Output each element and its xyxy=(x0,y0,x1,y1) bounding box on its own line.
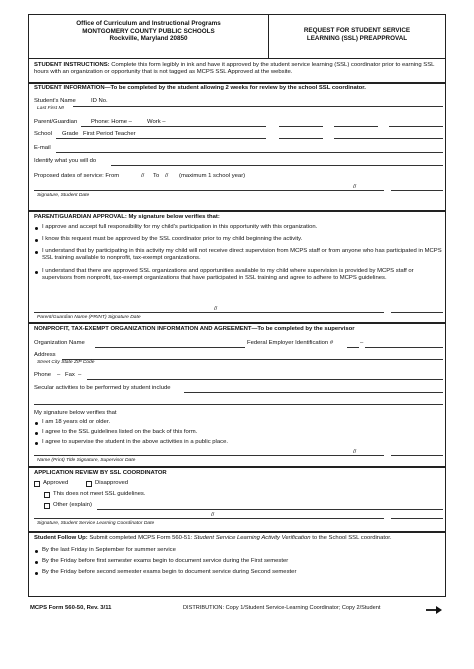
follow-up-item-3: By the Friday before second semester exams begin to document service during Second semester xyxy=(42,569,297,575)
parent-name-field[interactable] xyxy=(81,126,266,127)
email-label: E-mail xyxy=(34,145,51,151)
divider xyxy=(29,531,445,533)
follow-up-item-2: By the Friday before first semester exams begin to document service during the First semester xyxy=(42,558,289,564)
org-name-field[interactable] xyxy=(95,347,245,348)
dates-max-label: (maximum 1 school year) xyxy=(179,173,246,179)
title-line-1: REQUEST FOR STUDENT SERVICE xyxy=(303,27,411,34)
address-sublabel: Street City State ZIP Code xyxy=(37,360,95,365)
bullet-icon xyxy=(35,561,38,564)
disapproved-checkbox[interactable] xyxy=(86,481,92,487)
bullet-icon xyxy=(35,271,38,274)
date-from-sep: // xyxy=(141,173,145,179)
supervisor-item-1: I am 18 years old or older. xyxy=(42,419,111,425)
teacher-field[interactable] xyxy=(334,138,443,139)
right-arrow-icon xyxy=(426,606,442,614)
bullet-icon xyxy=(35,239,38,242)
secular-field-2[interactable] xyxy=(34,404,443,405)
bullet-icon xyxy=(35,442,38,445)
parent-approval-heading xyxy=(34,214,220,221)
phone-label: Phone xyxy=(34,372,52,378)
parent-signature-field[interactable] xyxy=(34,312,384,313)
secular-label: Secular activities to be performed by student include xyxy=(34,385,171,391)
bullet-icon xyxy=(35,422,38,425)
identify-field[interactable] xyxy=(111,165,443,166)
dates-label: Proposed dates of service: From xyxy=(34,173,120,179)
follow-up-item-1: By the last Friday in September for summer service xyxy=(42,547,176,553)
other-checkbox[interactable] xyxy=(44,503,50,509)
fax-sep: – xyxy=(78,372,82,378)
parent-item-1: I approve and accept full responsibility for my child’s participation in this opportunity with this organization. xyxy=(42,224,318,230)
bullet-icon xyxy=(35,432,38,435)
phone-home-label: Phone: Home – xyxy=(91,119,132,125)
student-instructions xyxy=(34,62,439,76)
no-meet-label: This does not meet SSL guidelines. xyxy=(53,491,146,497)
parent-item-4: I understand that there are approved SSL organizations and opportunities available to my child where supervision is provided by MCPS staff or supervisors from nonprofit, tax-exempt organizations that have participated in SSL training and agree to adhere to MCPS guidelines. xyxy=(42,268,414,282)
divider xyxy=(29,210,445,212)
follow-up-form-title: Student Service Learning Activity Verification xyxy=(193,535,311,541)
supervisor-sig-sublabel: Name (Print) Title Signature, Supervisor Date xyxy=(37,458,136,463)
form-id: MCPS Form 560-50, Rev. 3/11 xyxy=(30,605,112,611)
identify-label: Identify what you will do xyxy=(34,158,97,164)
secular-field[interactable] xyxy=(184,392,443,393)
student-info-heading: STUDENT INFORMATION—To be completed by the student allowing 2 weeks for review by the school SSL coordinator. xyxy=(34,85,366,91)
phone-sep: – xyxy=(57,372,61,378)
fax-label: Fax xyxy=(65,372,75,378)
student-sig-sublabel: Signature, Student Date xyxy=(37,193,90,198)
supervisor-item-3: I agree to supervise the student in the above activities in a public place. xyxy=(42,439,228,445)
instructions-label: STUDENT INSTRUCTIONS: xyxy=(34,62,110,68)
parent-signature-date-field[interactable] xyxy=(391,312,443,313)
student-name-field[interactable] xyxy=(73,106,443,107)
coordinator-signature-date-field[interactable] xyxy=(391,518,443,519)
parent-sig-date-sep: // xyxy=(214,306,218,312)
no-meet-checkbox[interactable] xyxy=(44,492,50,498)
other-label: Other (explain) xyxy=(53,502,92,508)
grade-label: Grade xyxy=(62,131,79,137)
supervisor-signature-field[interactable] xyxy=(34,455,384,456)
other-explain-field[interactable] xyxy=(97,509,443,510)
coordinator-sig-date-sep: // xyxy=(211,512,215,518)
verifies-label: My signature below verifies that xyxy=(34,410,117,416)
follow-up-text-a: Submit completed MCPS Form 560-51: xyxy=(89,535,193,541)
student-signature-date-field[interactable] xyxy=(391,190,443,191)
distribution-text: DISTRIBUTION: Copy 1/Student Service-Learning Coordinator; Copy 2/Student xyxy=(183,605,381,611)
phone-extra-field[interactable] xyxy=(389,126,443,127)
header-organization xyxy=(29,15,269,59)
review-heading: APPLICATION REVIEW BY SSL COORDINATOR xyxy=(34,470,167,476)
ein-label: Federal Employer Identification # xyxy=(247,340,334,346)
phone-work-field[interactable] xyxy=(334,126,378,127)
student-signature-field[interactable] xyxy=(34,190,384,191)
instructions-text: Complete this form legibly in ink and have it approved by the student service learning (SSL) coordinator prior to earning SSL hours with an organization or opportunity that is not tagged as MCPS SSL Approved at the website. xyxy=(34,62,435,76)
ssl-preapproval-form xyxy=(28,14,446,597)
nonprofit-heading: NONPROFIT, TAX-EXEMPT ORGANIZATION INFORMATION AND AGREEMENT—To be completed by the supervisor xyxy=(34,326,355,332)
student-name-label: Student’s Name xyxy=(34,98,76,104)
school-field[interactable] xyxy=(56,138,266,139)
grade-field[interactable] xyxy=(279,138,323,139)
title-line-2: LEARNING (SSL) PREAPPROVAL xyxy=(306,34,408,42)
disapproved-label: Disapproved xyxy=(95,480,129,486)
divider xyxy=(29,82,445,84)
dates-to-label: To xyxy=(153,173,160,179)
coordinator-sig-sublabel: Signature, Student Service Learning Coordinator Date xyxy=(37,521,155,526)
school-label: School xyxy=(34,131,53,137)
bullet-icon xyxy=(35,572,38,575)
parent-item-2: I know this request must be approved by the SSL coordinator prior to my child beginning the activity. xyxy=(42,236,303,242)
bullet-icon xyxy=(35,227,38,230)
approved-label: Approved xyxy=(43,480,69,486)
ein-field-1[interactable] xyxy=(347,347,359,348)
phone-fax-field[interactable] xyxy=(87,379,443,380)
follow-up-intro xyxy=(34,535,392,542)
teacher-label: First Period Teacher xyxy=(83,131,136,137)
phone-work-label: Work – xyxy=(147,119,166,125)
supervisor-signature-date-field[interactable] xyxy=(391,455,443,456)
student-name-sublabel: Last First MI xyxy=(37,106,64,111)
parent-label: Parent/Guardian xyxy=(34,119,78,125)
supervisor-sig-date-sep: // xyxy=(353,449,357,455)
parent-approval-label: PARENT/GUARDIAN APPROVAL: xyxy=(34,214,127,220)
ein-field-2[interactable] xyxy=(365,347,443,348)
org-line-1: Office of Curriculum and Instructional Programs xyxy=(76,20,221,27)
student-sig-date-sep: // xyxy=(353,184,357,190)
follow-up-text-c: to the School SSL coordinator. xyxy=(312,535,392,541)
bullet-icon xyxy=(35,550,38,553)
divider xyxy=(29,466,445,468)
form-footer xyxy=(28,603,446,617)
email-field[interactable] xyxy=(56,152,443,153)
phone-home-field[interactable] xyxy=(279,126,323,127)
parent-approval-intro: My signature below verifies that: xyxy=(128,214,220,220)
ein-sep: – xyxy=(360,340,364,346)
parent-item-3: I understand that by participating in this activity my child will not receive direct supervision from MCPS staff or from anyone who has participated in MCPS SSL training available to nonprofit, tax-exempt organizations. xyxy=(42,248,442,262)
approved-checkbox[interactable] xyxy=(34,481,40,487)
student-id-label: ID No. xyxy=(91,98,108,104)
org-line-3: Rockville, Maryland 20850 xyxy=(109,35,188,43)
org-line-2: MONTGOMERY COUNTY PUBLIC SCHOOLS xyxy=(82,27,215,35)
address-field[interactable] xyxy=(62,359,443,360)
bullet-icon xyxy=(35,251,38,254)
follow-up-label: Student Follow Up: xyxy=(34,535,88,541)
parent-sig-sublabel: Parent/Guardian Name (PRINT) Signature Date xyxy=(37,315,141,320)
coordinator-signature-field[interactable] xyxy=(34,518,384,519)
supervisor-item-2: I agree to the SSL guidelines listed on the back of this form. xyxy=(42,429,198,435)
address-label: Address xyxy=(34,352,56,358)
org-name-label: Organization Name xyxy=(34,340,85,346)
divider xyxy=(29,322,445,324)
header-form-title xyxy=(269,15,445,59)
date-to-sep: // xyxy=(165,173,169,179)
